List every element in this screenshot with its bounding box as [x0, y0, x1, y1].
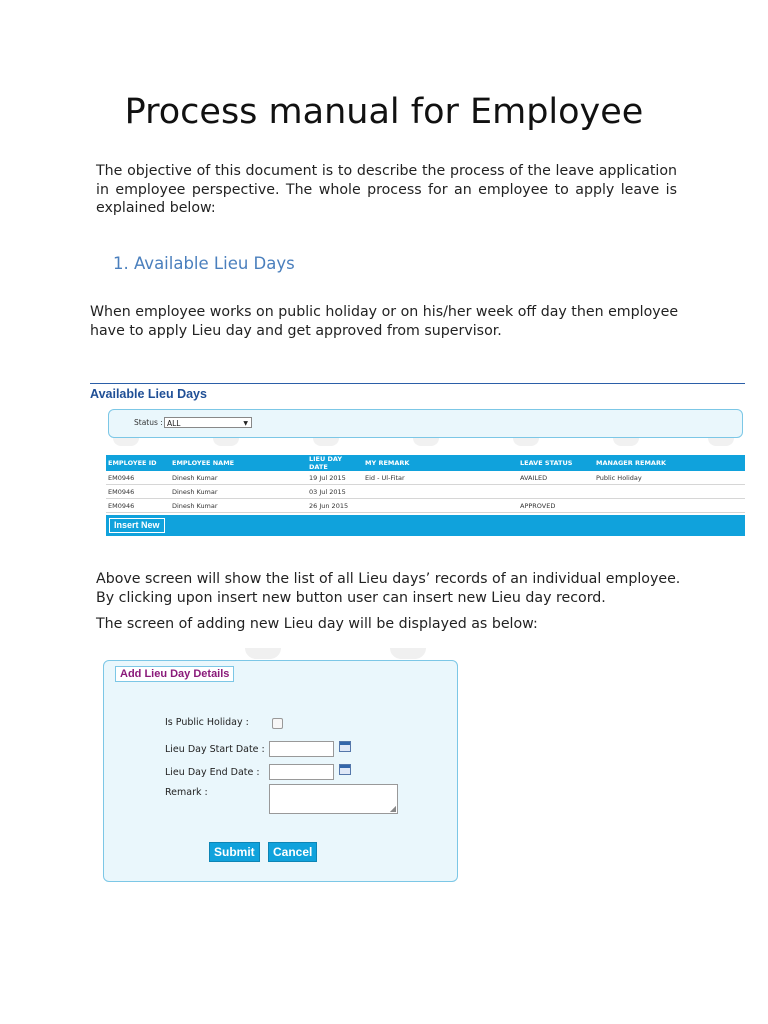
public-holiday-label: Is Public Holiday :	[165, 717, 249, 728]
column-header[interactable]: LEAVE STATUS	[518, 455, 594, 471]
table-cell	[594, 499, 745, 513]
section-paragraph: When employee works on public holiday or on his/her week off day then employee have to apply Lieu day and get approved from supervisor.	[90, 304, 679, 339]
decor-tab	[613, 438, 639, 446]
section-heading: 1. Available Lieu Days	[113, 254, 295, 273]
table-cell: Dinesh Kumar	[170, 499, 307, 513]
filter-panel	[108, 409, 743, 438]
decor-tab	[413, 438, 439, 446]
status-label: Status :	[134, 418, 163, 427]
add-lieu-day-panel	[103, 660, 458, 882]
table-cell: Eid - Ul-Fitar	[363, 471, 518, 485]
table-cell: 19 Jul 2015	[307, 471, 363, 485]
resize-grip-icon[interactable]: ◢	[389, 804, 396, 813]
column-header[interactable]: EMPLOYEE NAME	[170, 455, 307, 471]
column-header[interactable]: MY REMARK	[363, 455, 518, 471]
form-legend: Add Lieu Day Details	[115, 666, 234, 682]
chevron-down-icon: ▼	[243, 420, 248, 427]
status-select[interactable]	[164, 417, 252, 428]
table-row[interactable]	[106, 499, 745, 513]
column-header[interactable]: MANAGER REMARK	[594, 455, 745, 471]
decorative-tabs	[240, 648, 440, 660]
cancel-button[interactable]: Cancel	[268, 842, 317, 862]
table-cell	[594, 485, 745, 499]
start-date-input[interactable]	[269, 741, 334, 757]
table-cell: Public Holiday	[594, 471, 745, 485]
lieu-days-list-screenshot	[90, 381, 745, 537]
decor-tab	[245, 648, 281, 659]
table-header-row	[106, 455, 745, 471]
table-cell: Dinesh Kumar	[170, 485, 307, 499]
table-cell: EM0946	[106, 485, 170, 499]
table-cell: APPROVED	[518, 499, 594, 513]
add-lieu-day-screenshot	[100, 648, 460, 883]
decor-tab	[213, 438, 239, 446]
list-title: Available Lieu Days	[90, 387, 207, 401]
column-header[interactable]: LIEU DAY DATE	[307, 455, 363, 471]
table-footer	[106, 515, 745, 536]
start-date-label: Lieu Day Start Date :	[165, 744, 265, 755]
column-header[interactable]: EMPLOYEE ID	[106, 455, 170, 471]
table-cell: EM0946	[106, 471, 170, 485]
table-cell	[518, 485, 594, 499]
table-cell: EM0946	[106, 499, 170, 513]
list-explanation	[96, 570, 696, 607]
table-cell: Dinesh Kumar	[170, 471, 307, 485]
remark-textarea[interactable]	[269, 784, 398, 814]
submit-button[interactable]: Submit	[209, 842, 260, 862]
table-row[interactable]	[106, 471, 745, 485]
decorative-tabs	[108, 438, 741, 448]
table-cell: AVAILED	[518, 471, 594, 485]
header-rule	[90, 383, 745, 384]
list-explanation-line: Above screen will show the list of all Lieu days’ records of an individual employee.	[96, 571, 681, 587]
table-cell: 03 Jul 2015	[307, 485, 363, 499]
public-holiday-checkbox[interactable]	[272, 718, 283, 729]
decor-tab	[390, 648, 426, 659]
add-screen-intro: The screen of adding new Lieu day will be displayed as below:	[96, 616, 538, 632]
table-row[interactable]	[106, 485, 745, 499]
table-cell: 26 Jun 2015	[307, 499, 363, 513]
list-explanation-line: By clicking upon insert new button user can insert new Lieu day record.	[96, 589, 606, 606]
calendar-icon[interactable]	[339, 741, 351, 752]
table-cell	[363, 485, 518, 499]
end-date-input[interactable]	[269, 764, 334, 780]
insert-new-button[interactable]: Insert New	[109, 518, 165, 533]
page-title: Process manual for Employee	[124, 92, 644, 132]
end-date-label: Lieu Day End Date :	[165, 767, 260, 778]
calendar-icon[interactable]	[339, 764, 351, 775]
lieu-days-table	[106, 455, 745, 513]
status-value: ALL	[167, 419, 181, 428]
decor-tab	[708, 438, 734, 446]
decor-tab	[313, 438, 339, 446]
decor-tab	[513, 438, 539, 446]
decor-tab	[113, 438, 139, 446]
remark-label: Remark :	[165, 787, 208, 798]
table-cell	[363, 499, 518, 513]
intro-paragraph: The objective of this document is to describe the process of the leave application in employee perspective. The whole process for an employee to apply leave is explained below:	[96, 163, 677, 216]
